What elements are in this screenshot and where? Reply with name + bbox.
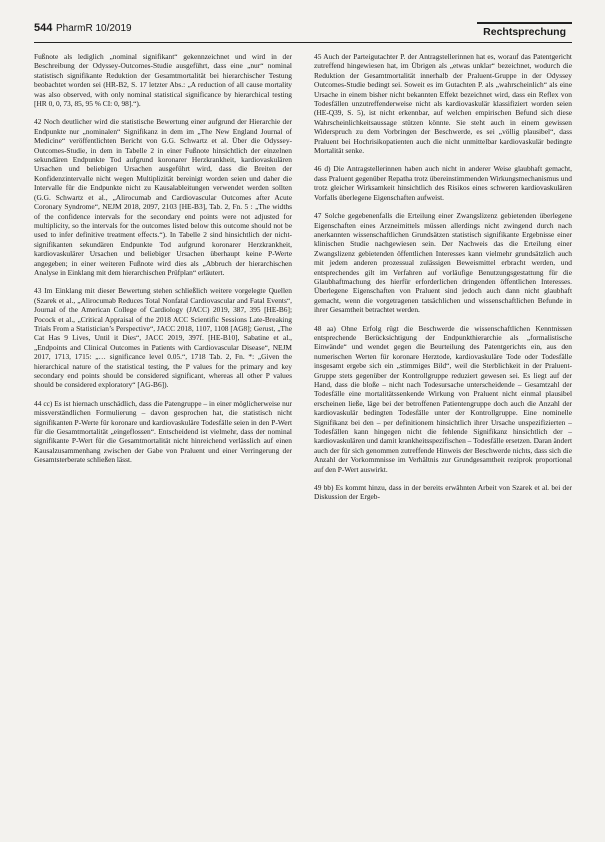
paragraph: 46 d) Die Antragstellerinnen haben auch nicht in anderer Weise glaubhaft gemacht, dass Praluent gegenüber Repatha trotz übereinstimmenden Wirkungsmechanismus und trotz gleicher Wirksamkeit hinsichtlich des Risikos eines schweren kardiovaskulären Vorfalls überlegene Eigenschaften aufweist. [314,164,572,202]
paragraph: 42 Noch deutlicher wird die statistische Bewertung einer aufgrund der Hierarchie der Endpunkte nur „nominalen“ Signifikanz in dem im „The New England Journal of Medicine“ veröffentlichten Bericht von G.G. Schwartz et al. Über die Odyssey-Outcomes-Studie, in dem in Tabelle 2 in einer Fußnote hinsichtlich der einzelnen sekundären Endpunkte Tod aufgrund koronarer Herzkrankheit, kardiovaskulären Ursachen und beliebigen Ursachen ausgeführt wird, dass die Breiten der Konfidenzintervalle nicht wegen Multiplizität bereinigt worden seien und daher die Intervalle für die Endpunkte nicht zu Kausalableitungen verwendet werden sollten (G.G. Schwartz et al., „Alirocumab and Cardiovascular Outcomes after Acute Coronary Syndrome“, NEJM 2018, 2097, 2103 [HE-B3], Tab. 2, Fn. 5 : „The widths of the confidence intervals for the secondary end points were not adjusted for multiplicity, so the intervals for the outcomes listed below this outcome should not be used to infer definitive treatment effects.“). In Tabelle 2 sind hinsichtlich der nicht-signifikanten sekundären Endpunkte Tod aufgrund koronarer Herzkrankheit, kardiovaskulärer Ursachen und beliebiger Ursachen überhaupt keine P-Werte angegeben; in einer weiteren Fußnote wird dies als „Abbruch der hierarchischen Analyse in Einklang mit dem hierarchischen Prüfplan“ erläutert. [34,117,292,277]
left-column [34,52,292,834]
paragraph: Fußnote als lediglich „nominal signifikant“ gekennzeichnet und wird in der Beschreibung der Odyssey-Outcomes-Studie ausgeführt, dass eine „nur“ nominal statistisch signifikante Reduktion der Gesamtmortalität bei hierarchischer Testung beobachtet worden sei (HR-B2, S. 17 letzter Abs.: „A reduction of all cause mortality was also observed, with only nominal statistical significance by hierarchical testing [HR 0, 0, 73, 85, 95 % CI: 0, 98].“). [34,52,292,109]
paragraph: 44 cc) Es ist hiernach unschädlich, dass die Patengruppe – in einer möglicherweise nur missverständlichen Formulierung – davon gesprochen hat, die statistisch nicht signifikanten P-Werte für koronare und kardiovaskuläre Todesfälle seien in den P-Wert für die Gesamtmortalität „eingeflossen“. Entscheidend ist vielmehr, dass der nominal signifikante P-Wert für die Gesamtmortalität nicht hinreichend verlässlich auf einen Kausalzusammenhang zwischen der Gabe von Praluent und einer Verringerung der Gesamtsterberate schließen lässt. [34,398,292,465]
paragraph: 43 Im Einklang mit dieser Bewertung stehen schließlich weitere vorgelegte Quellen (Szarek et al., „Alirocumab Reduces Total Nonfatal Cardiovascular and Fatal Events“, Journal of the American College of Cardiology (JACC) 2019, 387, 395 [HE-B6]; Pocock et al., „Critical Appraisal of the 2018 ACC Scientific Sessions Late-Breaking Trials From a Statistician’s Perspective“, JACC 2018, 1107, 1108 [AG8]; Gerust, „The Cat Has 9 Lives, Until it Dies“, JACC 2019, 397f. [HE-B10], Sabatine et al., „Endpoints and Clinical Outcomes in Patients with Cardiovascular Disease“, NEJM 2017, 1713, 1715: „… significance level 0.05.“, 1718 Tab. 2, Fn. *: „Given the hierarchical nature of the statistical testing, the P values for the primary and key secondary end points should be considered significant, whereas all other P values should be considered exploratory“ [AG-B6]). [34,286,292,390]
paragraph: 47 Solche gegebenenfalls die Erteilung einer Zwangslizenz gebietenden überlegene Eigenschaften eines Arzneimittels müssen allerdings nicht zwingend durch nach anerkannten wissenschaftlichen Grundsätzen statistisch signifikante Ergebnisse einer klinischen Studie nachgewiesen sein. Der Nachweis das die Erteilung einer Zwangslizenz gebietenden öffentlichen Interesses kann vielmehr grundsätzlich auch mit jedem anderen prozessual zulässigen Beweismittel erbracht werden, und entsprechendes gilt im Verfahren auf vorläufige Benutzungsgestattung für die Glaubhaftmachung des hierfür erforderlichen dringenden öffentlichen Interesses. Überlegene Eigenschaften von Praluent sind jedoch auch dann nicht glaubhaft gemacht, wenn die vorgetragenen tatsächlichen und wissenschaftlichen Befunde in ihrer Gesamtheit betrachtet werden. [314,211,572,315]
paragraph: 45 Auch der Parteigutachter P. der Antragstellerinnen hat es, worauf das Patentgericht zutreffend hingewiesen hat, im Übrigen als „etwas unklar“ bezeichnet, wodurch die Reduktion der Gesamtmortalität innerhalb der Praluent-Gruppe in der Odyssey Outcomes-Studie bedingt sei. Soweit es im Gutachten P. als „wahrscheinlich“ als eine Ursache in einem bisher nicht bekannten Effekt bezeichnet wird, dass ein Reflex von Todesfällen unzutreffenderweise nicht als kardiovaskulär klassifiziert worden seien (HE-Q39, S. 5), ist nicht erkennbar, auf welchen empirischen Befund sich diese Wahrscheinlichkeitsaussage stützen könnte. Sie steht auch in einem gewissen Widerspruch zu dem Vorbringen der Beschwerde, es sei „völlig plausibel“, dass Praluent bei Hochrisikopatienten auch die nicht unmittelbar kardiovaskulär bedingte Mortalität senke. [314,52,572,156]
right-column [314,52,572,834]
paragraph: 49 bb) Es kommt hinzu, dass in der bereits erwähnten Arbeit von Szarek et al. bei der Diskussion der Ergeb- [314,483,572,502]
paragraph: 48 aa) Ohne Erfolg rügt die Beschwerde die wissenschaftlichen Kenntnissen entsprechende Berücksichtigung der Endpunkthierarchie als „formalistische Einwände“ und wendet gegen die Beurteilung des Patentgerichts ein, aus den numerischen Werten für koronare Herztode, kardiovaskuläre Tode oder Todesfälle insgesamt ergebe sich ein „stimmiges Bild“, weil die Sterblichkeit in der Praluent-Gruppe stets gegenüber der Kontrollgruppe reduziert gewesen sei. Es liegt auf der Hand, dass die bloße – nicht nach Todesursache unterscheidende – Gesamtzahl der Todesfälle eine mortalitätssenkende Wirkung von Praluent nicht einmal plausibel erscheinen ließe, läge bei der betroffenen Patientengruppe doch auch die Anzahl der kardiovaskulär bedingten Todesfälle unter der Kontrollgruppe. Eine nominelle Signifikanz bei den – per definitionem hinsichtlich ihrer Ursache unspezifizierten – Todesfällen kann hingegen nicht die fehlende Signifikanz hinsichtlich der – kardiovaskulären und damit krankheitsspezifischen – Todesfälle ersetzen. Daran ändert auch der für sich genommen zutreffende Hinweis der Beschwerde nichts, dass sich die Anzahl der Vorkommnisse im Verhältnis zur Grundgesamtheit reziprok proportional auf den P-Wert auswirkt. [314,323,572,474]
page-number: 544 [34,22,53,34]
journal-citation: PharmR 10/2019 [56,23,132,34]
section-title: Rechtsprechung [477,22,572,40]
page-header [34,20,572,43]
